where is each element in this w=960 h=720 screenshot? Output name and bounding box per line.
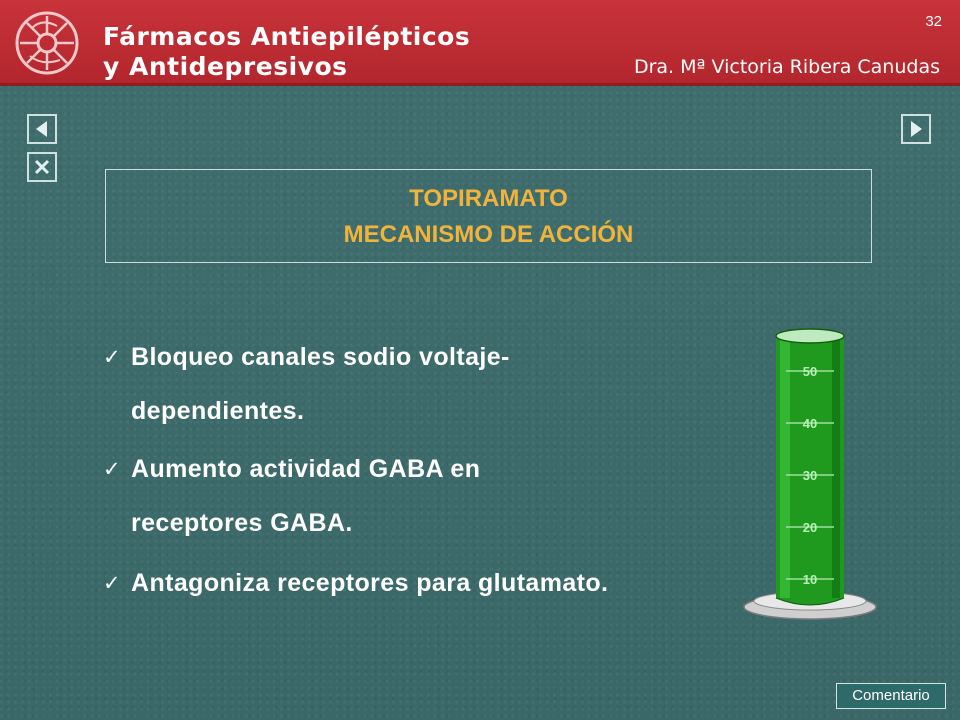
list-item — [103, 442, 743, 550]
checkmark-icon: ✓ — [103, 457, 121, 481]
bullet-text-line1: Aumento actividad GABA en — [131, 455, 481, 483]
checkmark-icon: ✓ — [103, 571, 121, 595]
bullet-text-line2: dependientes. — [131, 397, 305, 425]
cylinder-mark: 40 — [802, 416, 818, 431]
list-item — [103, 330, 743, 438]
slide-number: 32 — [925, 13, 942, 30]
cylinder-mark: 20 — [802, 520, 818, 535]
graduated-cylinder-icon — [740, 322, 880, 622]
neuron-logo-icon — [12, 8, 82, 78]
arrow-right-icon — [907, 119, 925, 139]
header-title-line2: y Antidepresivos — [103, 52, 348, 81]
bullet-text-line1: Bloqueo canales sodio voltaje- — [131, 343, 510, 371]
header-title-line1: Fármacos Antiepilépticos — [103, 22, 471, 51]
arrow-left-icon — [33, 119, 51, 139]
bullet-list — [103, 330, 743, 610]
slide-subtitle: MECANISMO DE ACCIÓN — [343, 221, 634, 248]
previous-slide-button[interactable] — [27, 114, 57, 144]
list-item — [103, 556, 743, 610]
author-name: Dra. Mª Victoria Ribera Canudas — [633, 56, 940, 78]
bullet-text-line2: receptores GABA. — [131, 509, 353, 537]
close-button[interactable] — [27, 152, 57, 182]
cylinder-mark: 50 — [802, 364, 818, 379]
next-slide-button[interactable] — [901, 114, 931, 144]
slide-title-box — [105, 169, 872, 263]
bullet-text-line1: Antagoniza receptores para glutamato. — [131, 569, 609, 597]
cylinder-mark: 30 — [802, 468, 818, 483]
checkmark-icon: ✓ — [103, 345, 121, 369]
comment-button[interactable]: Comentario — [836, 683, 946, 709]
slide-title: TOPIRAMATO — [409, 185, 568, 212]
header-banner — [0, 0, 960, 86]
cylinder-mark: 10 — [802, 572, 818, 587]
close-icon — [33, 158, 51, 176]
